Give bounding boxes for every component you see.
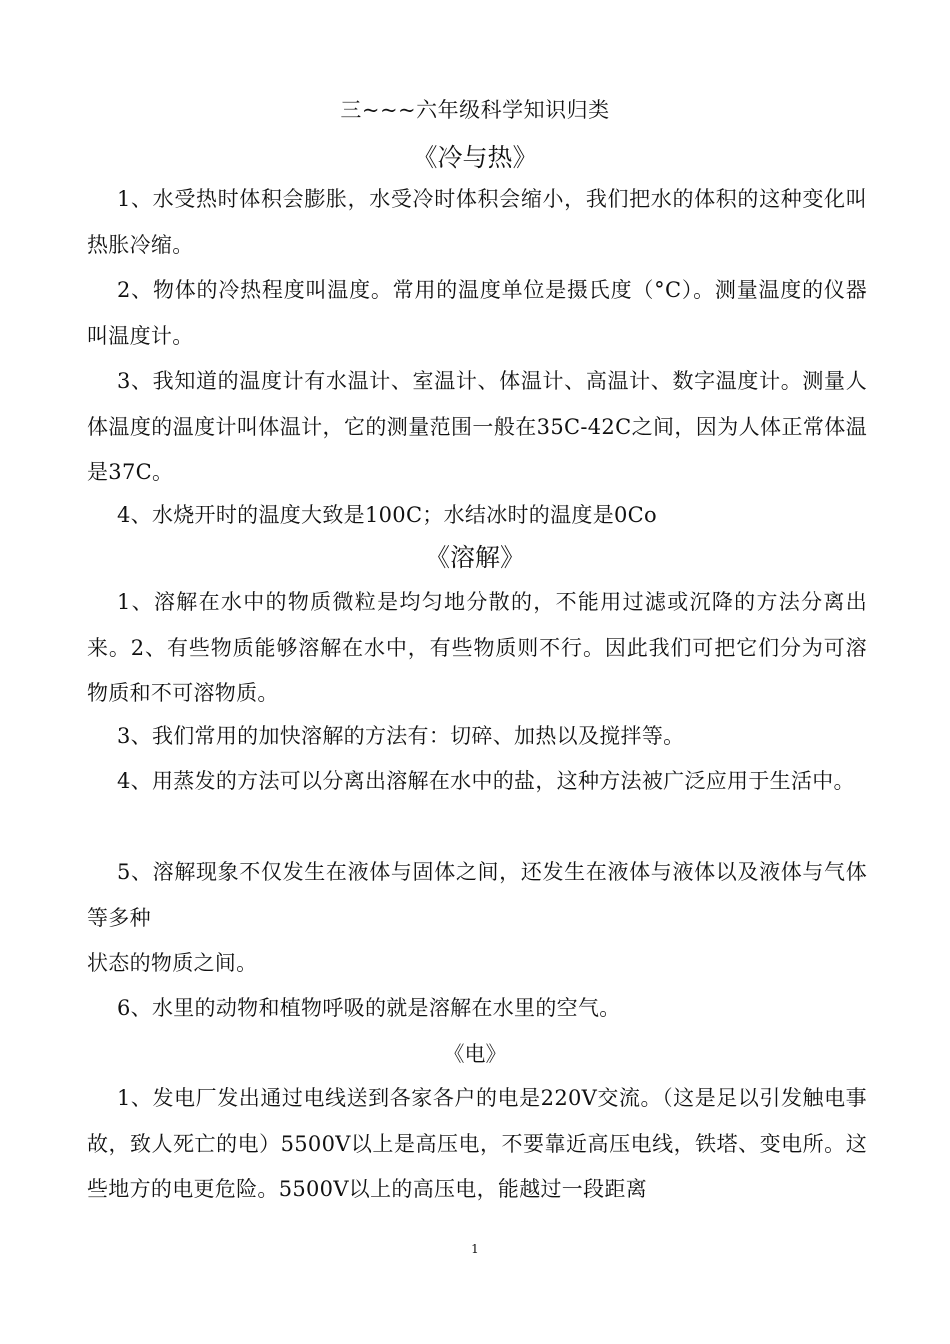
section-heading-electricity: 《电》: [443, 1042, 507, 1066]
paragraph: 4、水烧开时的温度大致是100C；水结冰时的温度是0Co: [117, 503, 657, 527]
paragraph: 6、水里的动物和植物呼吸的就是溶解在水里的空气。: [117, 996, 621, 1020]
paragraph: 3、我知道的温度计有水温计、室温计、体温计、高温计、数字温度计。测量人体温度的温度计叫体温计，它的测量范围一般在35C-42C之间，因为人体正常体温是37C。: [87, 369, 867, 484]
paragraph: 1、水受热时体积会膨胀，水受冷时体积会缩小，我们把水的体积的这种变化叫热胀冷缩。: [87, 187, 867, 257]
section-heading-cold-heat: 《冷与热》: [412, 143, 538, 172]
paragraph: 4、用蒸发的方法可以分离出溶解在水中的盐，这种方法被广泛应用于生活中。: [117, 769, 855, 793]
paragraph: 2、物体的冷热程度叫温度。常用的温度单位是摄氏度（°C）。测量温度的仪器叫温度计。: [87, 278, 867, 348]
paragraph: 3、我们常用的加快溶解的方法有：切碎、加热以及搅拌等。: [117, 724, 685, 748]
paragraph: 1、发电厂发出通过电线送到各家各户的电是220V交流。（这是足以引发触电事故，致人死亡的电）5500V以上是高压电，不要靠近高压电线，铁塔、变电所。这些地方的电更危险。5500V以上的高压电，能越过一段距离: [87, 1086, 867, 1201]
paragraph: 状态的物质之间。: [87, 951, 258, 975]
page-number: 1: [471, 1242, 479, 1256]
section-heading-dissolve: 《溶解》: [424, 543, 525, 572]
document-title: 三~~~六年级科学知识归类: [340, 98, 610, 122]
paragraph: 1、溶解在水中的物质微粒是均匀地分散的，不能用过滤或沉降的方法分离出来。2、有些物质能够溶解在水中，有些物质则不行。因此我们可把它们分为可溶物质和不可溶物质。: [87, 590, 867, 705]
paragraph: 5、溶解现象不仅发生在液体与固体之间，还发生在液体与液体以及液体与气体等多种: [87, 860, 867, 930]
